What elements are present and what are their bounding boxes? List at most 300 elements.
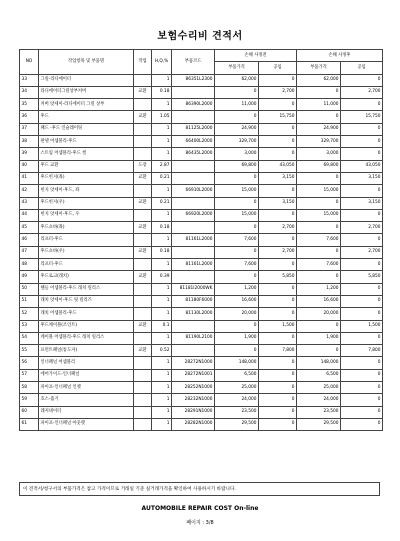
cell-no: 55 [20, 345, 39, 357]
cell-code [172, 320, 215, 332]
cell-after-part: 29,500 [297, 418, 341, 430]
cell-hq: 0.18 [152, 246, 172, 258]
cell-item: 인너패널 어셈블리 [39, 357, 134, 369]
cell-after-part: 23,500 [297, 406, 341, 418]
price-note: 이 견적서/청구서의 부품가격은 참고 가격이므로 거래일 기준 실거래가격을 확인하여 사용하시기 바랍니다. [19, 482, 380, 496]
cell-item: 커버 앗세이-라디에이터 그릴 상부 [39, 99, 134, 111]
table-row [20, 148, 383, 160]
cell-item: 프런트패널(통도자) [39, 345, 134, 357]
cell-no: 38 [20, 136, 39, 148]
cell-no: 48 [20, 259, 39, 271]
cell-before-part: 6,500 [215, 369, 259, 381]
cell-work [134, 185, 152, 197]
cell-item: 후드케이블(조인트) [39, 320, 134, 332]
cell-hq: 0.1 [152, 320, 172, 332]
cell-before-labor: 0 [259, 259, 297, 271]
table-row [20, 308, 383, 320]
cell-before-labor: 0 [259, 185, 297, 197]
cell-after-part: 25,000 [297, 382, 341, 394]
table-row [20, 271, 383, 283]
cell-after-part: 3,000 [297, 148, 341, 160]
cell-work [134, 283, 152, 295]
table-row [20, 209, 383, 221]
cell-after-part: 7,600 [297, 259, 341, 271]
cell-after-labor: 2,700 [341, 222, 383, 234]
cell-code [172, 246, 215, 258]
cell-after-labor: 2,700 [341, 246, 383, 258]
cell-before-labor: 5,850 [259, 271, 297, 283]
cell-code [172, 345, 215, 357]
cell-after-labor: 0 [341, 308, 383, 320]
cell-work [134, 357, 152, 369]
cell-code: 28252N1000 [172, 382, 215, 394]
cell-hq: 1 [152, 418, 172, 430]
cell-before-labor: 15,750 [259, 111, 297, 123]
cell-code: 28282N1000 [172, 418, 215, 430]
cell-no: 60 [20, 406, 39, 418]
cell-before-part: 24,900 [215, 123, 259, 135]
cell-no: 36 [20, 111, 39, 123]
cell-after-labor: 0 [341, 148, 383, 160]
cell-before-labor: 0 [259, 136, 297, 148]
cell-code: 66400L2000 [172, 136, 215, 148]
cell-work [134, 382, 152, 394]
cell-after-labor: 3,150 [341, 172, 383, 184]
cell-after-part: 7,600 [297, 234, 341, 246]
cell-hq: 1 [152, 394, 172, 406]
table-row [20, 332, 383, 344]
table-row [20, 345, 383, 357]
cell-work: 교환 [134, 111, 152, 123]
cell-code: 86351L2300 [172, 74, 215, 86]
cell-hq: 1.05 [152, 111, 172, 123]
cell-before-labor: 0 [259, 406, 297, 418]
cell-after-part: 16,600 [297, 295, 341, 307]
cell-work: 교환 [134, 222, 152, 234]
cell-after-part: 6,500 [297, 369, 341, 381]
table-row [20, 283, 383, 295]
cell-hq: 1 [152, 136, 172, 148]
cell-before-part: 25,000 [215, 382, 259, 394]
cell-work [134, 308, 152, 320]
cell-work: 교환 [134, 320, 152, 332]
cell-after-part: 62,000 [297, 74, 341, 86]
cell-work: 교환 [134, 197, 152, 209]
cell-after-part: 0 [297, 197, 341, 209]
cell-code: 66920L2000 [172, 209, 215, 221]
cell-no: 40 [20, 160, 39, 172]
table-row [20, 357, 383, 369]
cell-no: 39 [20, 148, 39, 160]
cell-after-part: 329,700 [297, 136, 341, 148]
table-row [20, 86, 383, 98]
cell-before-part: 0 [215, 197, 259, 209]
header-work: 작업 [134, 50, 152, 75]
cell-code: 28232N1000 [172, 394, 215, 406]
cell-after-labor: 3,150 [341, 197, 383, 209]
cell-hq: 0.52 [152, 345, 172, 357]
table-row [20, 136, 383, 148]
cell-after-labor: 0 [341, 259, 383, 271]
cell-hq: 1 [152, 123, 172, 135]
cell-hq: 1 [152, 234, 172, 246]
cell-before-part: 3,000 [215, 148, 259, 160]
cell-code: 81125L2000 [172, 123, 215, 135]
cell-after-part: 15,000 [297, 209, 341, 221]
cell-no: 37 [20, 123, 39, 135]
cell-item: 스트립 어셈블리-후드 씰 [39, 148, 134, 160]
cell-item: 호스-흡기 [39, 394, 134, 406]
cell-work [134, 295, 152, 307]
cell-after-part: 0 [297, 222, 341, 234]
cell-after-labor: 0 [341, 295, 383, 307]
cell-before-labor: 0 [259, 369, 297, 381]
cell-after-labor: 0 [341, 185, 383, 197]
table-row [20, 295, 383, 307]
cell-before-labor: 0 [259, 308, 297, 320]
cell-after-part: 0 [297, 246, 341, 258]
cell-before-part: 24,000 [215, 394, 259, 406]
cell-hq: 1 [152, 99, 172, 111]
cell-before-labor: 2,700 [259, 86, 297, 98]
cell-after-labor: 5,850 [341, 271, 383, 283]
cell-before-labor: 0 [259, 234, 297, 246]
cell-before-labor: 0 [259, 283, 297, 295]
table-row [20, 99, 383, 111]
cell-code: 81161L2000 [172, 234, 215, 246]
cell-item: 패드 -후드 인슐레이팅 [39, 123, 134, 135]
cell-code: 28291N1000 [172, 406, 215, 418]
cell-item: 후드힌지(우) [39, 197, 134, 209]
cell-code: 81190L2100 [172, 332, 215, 344]
cell-work [134, 332, 152, 344]
cell-before-part: 1,200 [215, 283, 259, 295]
table-row [20, 369, 383, 381]
cell-hq: 1 [152, 283, 172, 295]
cell-before-labor: 0 [259, 418, 297, 430]
cell-before-part: 69,800 [215, 160, 259, 172]
cell-work [134, 394, 152, 406]
cell-item: 그릴-라디에이터 [39, 74, 134, 86]
cell-after-labor: 0 [341, 209, 383, 221]
table-row [20, 320, 383, 332]
cell-before-labor: 43,050 [259, 160, 297, 172]
cell-after-part: 0 [297, 86, 341, 98]
cell-item: 리프터-후드 [39, 259, 134, 271]
cell-after-labor: 43,050 [341, 160, 383, 172]
cell-item: 후드 [39, 111, 134, 123]
cell-item: 파이프-인너패널 인젯 [39, 382, 134, 394]
cell-after-labor: 0 [341, 99, 383, 111]
cell-item: 힌지 앗세이-후드, 우 [39, 209, 134, 221]
table-row [20, 394, 383, 406]
cell-item: 래치 어셈블리-후드 [39, 308, 134, 320]
cell-no: 47 [20, 246, 39, 258]
cell-code: 86390L2000 [172, 99, 215, 111]
cell-before-labor: 2,700 [259, 222, 297, 234]
header-after: 손해 사정후 [297, 50, 383, 62]
cell-before-labor: 2,700 [259, 246, 297, 258]
cell-before-labor: 0 [259, 357, 297, 369]
cell-item: 리프터-후드 [39, 234, 134, 246]
cell-code: 28272N1001 [172, 369, 215, 381]
table-row [20, 197, 383, 209]
cell-before-part: 16,600 [215, 295, 259, 307]
cell-before-part: 62,000 [215, 74, 259, 86]
cell-no: 51 [20, 295, 39, 307]
cell-before-part: 148,000 [215, 357, 259, 369]
header-hq: H,Q,% [152, 50, 172, 75]
cell-before-part: 7,600 [215, 234, 259, 246]
cell-before-labor: 0 [259, 332, 297, 344]
cell-work [134, 136, 152, 148]
cell-hq: 0.39 [152, 271, 172, 283]
cell-item: 판넬 어셈블리-후드 [39, 136, 134, 148]
cell-item: 래치 앗세이-후드 릿 릴리즈 [39, 295, 134, 307]
cell-no: 46 [20, 234, 39, 246]
cell-code: 81180F6000 [172, 295, 215, 307]
cell-hq: 0.18 [152, 222, 172, 234]
cell-before-part: 15,000 [215, 185, 259, 197]
cell-before-labor: 0 [259, 209, 297, 221]
cell-no: 45 [20, 222, 39, 234]
cell-after-labor: 0 [341, 394, 383, 406]
cell-after-labor: 0 [341, 406, 383, 418]
cell-item: 핸들 어셈블리-후드 래치 릴리스 [39, 283, 134, 295]
cell-work: 교환 [134, 345, 152, 357]
cell-after-part: 20,000 [297, 308, 341, 320]
cell-work [134, 99, 152, 111]
cell-code [172, 172, 215, 184]
cell-after-labor: 15,750 [341, 111, 383, 123]
cell-item: 후드 교환 [39, 160, 134, 172]
cell-before-labor: 3,150 [259, 172, 297, 184]
estimate-rows [20, 74, 383, 431]
cell-before-labor: 0 [259, 295, 297, 307]
cell-item: 레저네이터 [39, 406, 134, 418]
cell-code [172, 86, 215, 98]
cell-no: 44 [20, 209, 39, 221]
cell-after-labor: 7,800 [341, 345, 383, 357]
header-before-labor: 공임 [259, 62, 297, 74]
cell-code: 81130L2000 [172, 308, 215, 320]
cell-code: 86435L2000 [172, 148, 215, 160]
cell-item: 후드로크(래치) [39, 271, 134, 283]
cell-after-labor: 2,700 [341, 86, 383, 98]
page-title: 보험수리비 견적서 [157, 31, 243, 42]
header-before-part-price: 부품가격 [215, 62, 259, 74]
cell-hq: 1 [152, 148, 172, 160]
cell-work [134, 234, 152, 246]
table-row [20, 222, 383, 234]
cell-code [172, 111, 215, 123]
table-row [20, 172, 383, 184]
cell-work [134, 259, 152, 271]
cell-no: 52 [20, 308, 39, 320]
cell-before-part: 11,000 [215, 99, 259, 111]
cell-after-labor: 0 [341, 123, 383, 135]
cell-work [134, 123, 152, 135]
cell-work: 교환 [134, 271, 152, 283]
cell-hq: 1 [152, 209, 172, 221]
table-row [20, 234, 383, 246]
table-row [20, 382, 383, 394]
cell-code [172, 271, 215, 283]
cell-before-part: 23,500 [215, 406, 259, 418]
cell-work [134, 148, 152, 160]
footer-brand: AUTOMOBILE REPAIR COST On-line [141, 505, 259, 512]
cell-before-labor: 0 [259, 123, 297, 135]
header-code: 부품코드 [172, 50, 215, 75]
cell-no: 61 [20, 418, 39, 430]
cell-before-part: 15,000 [215, 209, 259, 221]
cell-before-labor: 0 [259, 394, 297, 406]
cell-code: 81181l2000WK [172, 283, 215, 295]
cell-no: 57 [20, 369, 39, 381]
cell-after-labor: 0 [341, 136, 383, 148]
cell-no: 34 [20, 86, 39, 98]
cell-before-part: 0 [215, 271, 259, 283]
cell-before-labor: 0 [259, 148, 297, 160]
cell-no: 50 [20, 283, 39, 295]
header-after-labor: 공임 [341, 62, 383, 74]
cell-item: 파이프-인너패널 아웃렛 [39, 418, 134, 430]
cell-after-part: 24,900 [297, 123, 341, 135]
cell-after-part: 69,800 [297, 160, 341, 172]
cell-before-part: 0 [215, 345, 259, 357]
table-row [20, 123, 383, 135]
estimate-table [19, 49, 383, 431]
cell-after-part: 0 [297, 271, 341, 283]
cell-no: 54 [20, 332, 39, 344]
cell-hq: 1 [152, 369, 172, 381]
cell-after-part: 1,200 [297, 283, 341, 295]
cell-work: 교환 [134, 86, 152, 98]
cell-after-labor: 0 [341, 357, 383, 369]
cell-before-part: 29,500 [215, 418, 259, 430]
cell-before-labor: 0 [259, 99, 297, 111]
cell-no: 49 [20, 271, 39, 283]
cell-after-labor: 0 [341, 369, 383, 381]
cell-no: 59 [20, 394, 39, 406]
cell-after-part: 11,000 [297, 99, 341, 111]
cell-hq: 1 [152, 295, 172, 307]
cell-work: 교환 [134, 172, 152, 184]
cell-item: 케이블 어셈블리-후드 래치 릴리스 [39, 332, 134, 344]
cell-before-labor: 1,500 [259, 320, 297, 332]
cell-no: 33 [20, 74, 39, 86]
cell-hq: 1 [152, 259, 172, 271]
cell-after-part: 15,000 [297, 185, 341, 197]
cell-hq: 0.18 [152, 86, 172, 98]
header-after-part-price: 부품가격 [297, 62, 341, 74]
cell-item: 후드힌지(좌) [39, 172, 134, 184]
table-row [20, 185, 383, 197]
table-row [20, 406, 383, 418]
cell-no: 42 [20, 185, 39, 197]
cell-after-part: 148,000 [297, 357, 341, 369]
cell-work [134, 74, 152, 86]
header-before: 손해 사정전 [215, 50, 297, 62]
cell-before-part: 7,600 [215, 259, 259, 271]
cell-after-part: 0 [297, 345, 341, 357]
cell-before-part: 0 [215, 111, 259, 123]
cell-hq: 2.87 [152, 160, 172, 172]
table-row [20, 259, 383, 271]
cell-code: 81161L2000 [172, 259, 215, 271]
cell-before-labor: 7,800 [259, 345, 297, 357]
cell-before-part: 0 [215, 222, 259, 234]
cell-before-labor: 0 [259, 382, 297, 394]
table-row [20, 74, 383, 86]
cell-after-labor: 0 [341, 332, 383, 344]
cell-before-part: 0 [215, 172, 259, 184]
cell-no: 41 [20, 172, 39, 184]
cell-code [172, 160, 215, 172]
cell-after-part: 1,900 [297, 332, 341, 344]
cell-work [134, 369, 152, 381]
table-row [20, 111, 383, 123]
cell-after-labor: 0 [341, 382, 383, 394]
cell-code: 28272N1000 [172, 357, 215, 369]
cell-before-part: 1,900 [215, 332, 259, 344]
cell-hq: 1 [152, 308, 172, 320]
table-row [20, 246, 383, 258]
cell-code: 66910L2000 [172, 185, 215, 197]
cell-before-part: 0 [215, 246, 259, 258]
cell-after-part: 0 [297, 320, 341, 332]
cell-code [172, 222, 215, 234]
cell-hq: 1 [152, 332, 172, 344]
cell-hq: 1 [152, 185, 172, 197]
table-row [20, 418, 383, 430]
header-item: 작업항목 및 부품명 [39, 50, 134, 75]
cell-work: 도장 [134, 160, 152, 172]
cell-hq: 1 [152, 74, 172, 86]
cell-no: 35 [20, 99, 39, 111]
cell-item: 라디에이터그릴상부커버 [39, 86, 134, 98]
cell-code [172, 197, 215, 209]
cell-item: 에어가이드-인너패널 [39, 369, 134, 381]
cell-before-part: 329,700 [215, 136, 259, 148]
cell-no: 53 [20, 320, 39, 332]
cell-hq: 1 [152, 382, 172, 394]
cell-after-part: 0 [297, 172, 341, 184]
cell-work [134, 209, 152, 221]
cell-before-part: 20,000 [215, 308, 259, 320]
cell-before-part: 0 [215, 86, 259, 98]
cell-no: 43 [20, 197, 39, 209]
cell-before-labor: 3,150 [259, 197, 297, 209]
cell-hq: 1 [152, 406, 172, 418]
cell-no: 58 [20, 382, 39, 394]
cell-hq: 0.21 [152, 172, 172, 184]
cell-after-part: 24,000 [297, 394, 341, 406]
cell-item: 후드쇼바(좌) [39, 222, 134, 234]
cell-item: 후드쇼바(우) [39, 246, 134, 258]
header-no: NO [20, 50, 39, 75]
cell-hq: 0.21 [152, 197, 172, 209]
cell-work [134, 406, 152, 418]
cell-work [134, 418, 152, 430]
cell-after-labor: 1,500 [341, 320, 383, 332]
cell-work: 교환 [134, 246, 152, 258]
cell-hq: 1 [152, 357, 172, 369]
cell-after-labor: 0 [341, 234, 383, 246]
page-number: 페이지 : 3/8 [186, 520, 214, 526]
cell-before-part: 0 [215, 320, 259, 332]
cell-before-labor: 0 [259, 74, 297, 86]
